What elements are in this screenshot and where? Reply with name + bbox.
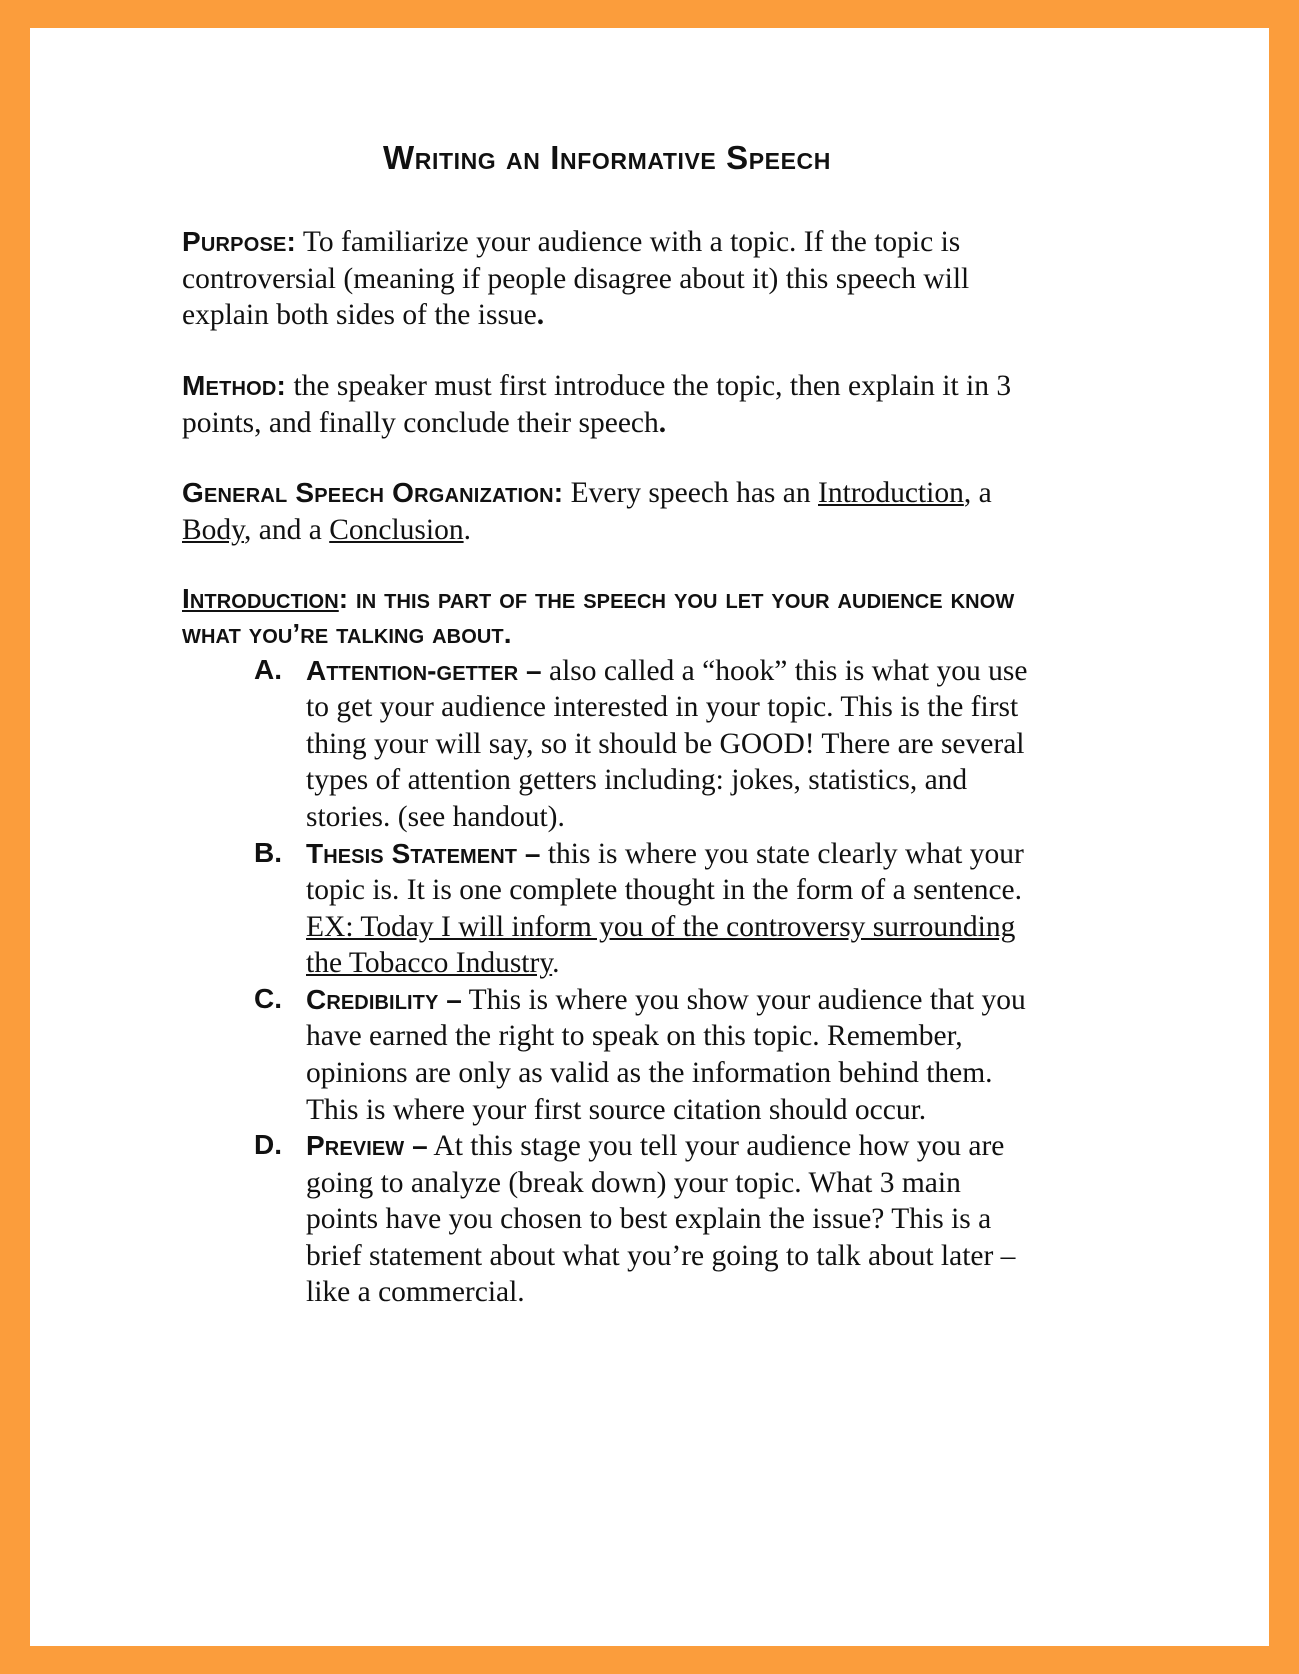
list-item-body-preview: At this stage you tell your audience how you are going to analyze (break down) your topic. What 3 main points have you chosen to best explain the issue? This is a brief statement about what you’re going to talk about later – like a commercial. [306, 1130, 1016, 1309]
list-item-title-preview: Preview [306, 1130, 405, 1162]
list-item-title-credibility: Credibility [306, 983, 439, 1015]
list-item-marker-b: B. [254, 836, 282, 868]
list-item-body-attention-getter: also called a “hook” this is what you use to get your audience interested in your topic. This is the first thing your will say, so it should be GOOD! There are several types of attention getters including: jokes, statistics, and stories. (see handout). [306, 654, 1028, 833]
document-body [182, 140, 1032, 1311]
organization-text-1: Every speech has an [563, 477, 818, 510]
list-item-marker-c: C. [254, 982, 282, 1014]
page-title: Writing an Informative Speech [383, 139, 831, 176]
list-item-title-attention-getter: Attention-getter [306, 654, 519, 686]
organization-text-2: , a [963, 477, 992, 510]
list-item-marker-d: D. [254, 1129, 282, 1161]
list-item-body-thesis-after: . [552, 947, 560, 980]
introduction-heading-rest: : in this part of the speech you let your audience know what you’re talking about. [182, 583, 1015, 649]
paragraph-method [182, 368, 1032, 441]
heading-introduction [182, 582, 1032, 650]
list-item-dash-a: – [526, 654, 542, 686]
organization-text-3: , and a [244, 513, 330, 546]
method-text-end: . [658, 406, 667, 439]
organization-term-body: Body [182, 513, 245, 546]
list-item-dash-d: – [412, 1130, 428, 1162]
list-item-marker-a: A. [254, 653, 282, 685]
paragraph-purpose [182, 224, 1032, 334]
list-item [254, 982, 1032, 1128]
introduction-heading-word: Introduction [182, 583, 339, 615]
list-item-dash-c: – [446, 983, 462, 1015]
method-text: the speaker must first introduce the topic, then explain it in 3 points, and finally conclude their speech [182, 370, 1012, 439]
list-item-body-credibility: This is where you show your audience that you have earned the right to speak on this topic. Remember, opinions are only as valid as the information behind them. This is where your first source citation should occur. [306, 983, 1026, 1126]
list-item-title-thesis-statement: Thesis Statement [306, 837, 518, 869]
introduction-subpoints-list [182, 653, 1032, 1311]
list-item-body-thesis-before: this is where you state clearly what your topic is. It is one complete thought in the form of a sentence. [306, 837, 1024, 907]
list-item [254, 653, 1032, 836]
organization-text-4: . [463, 513, 471, 546]
method-label: Method: [182, 370, 287, 402]
document-sheet [30, 28, 1269, 1646]
purpose-text: To familiarize your audience with a topic. If the topic is controversial (meaning if people disagree about it) this speech will explain both sides of the issue [182, 226, 970, 332]
paragraph-general-speech-organization [182, 475, 1032, 548]
list-item-example-thesis: EX: Today I will inform you of the controversy surrounding the Tobacco Industry [306, 910, 1016, 980]
list-item [254, 836, 1032, 982]
organization-label: General Speech Organization: [182, 477, 564, 509]
list-item [254, 1128, 1032, 1311]
organization-term-introduction: Introduction [818, 477, 964, 510]
purpose-text-end: . [536, 299, 545, 332]
organization-term-conclusion: Conclusion [329, 513, 464, 546]
list-item-dash-b: – [524, 837, 541, 869]
purpose-label: Purpose: [182, 226, 297, 258]
